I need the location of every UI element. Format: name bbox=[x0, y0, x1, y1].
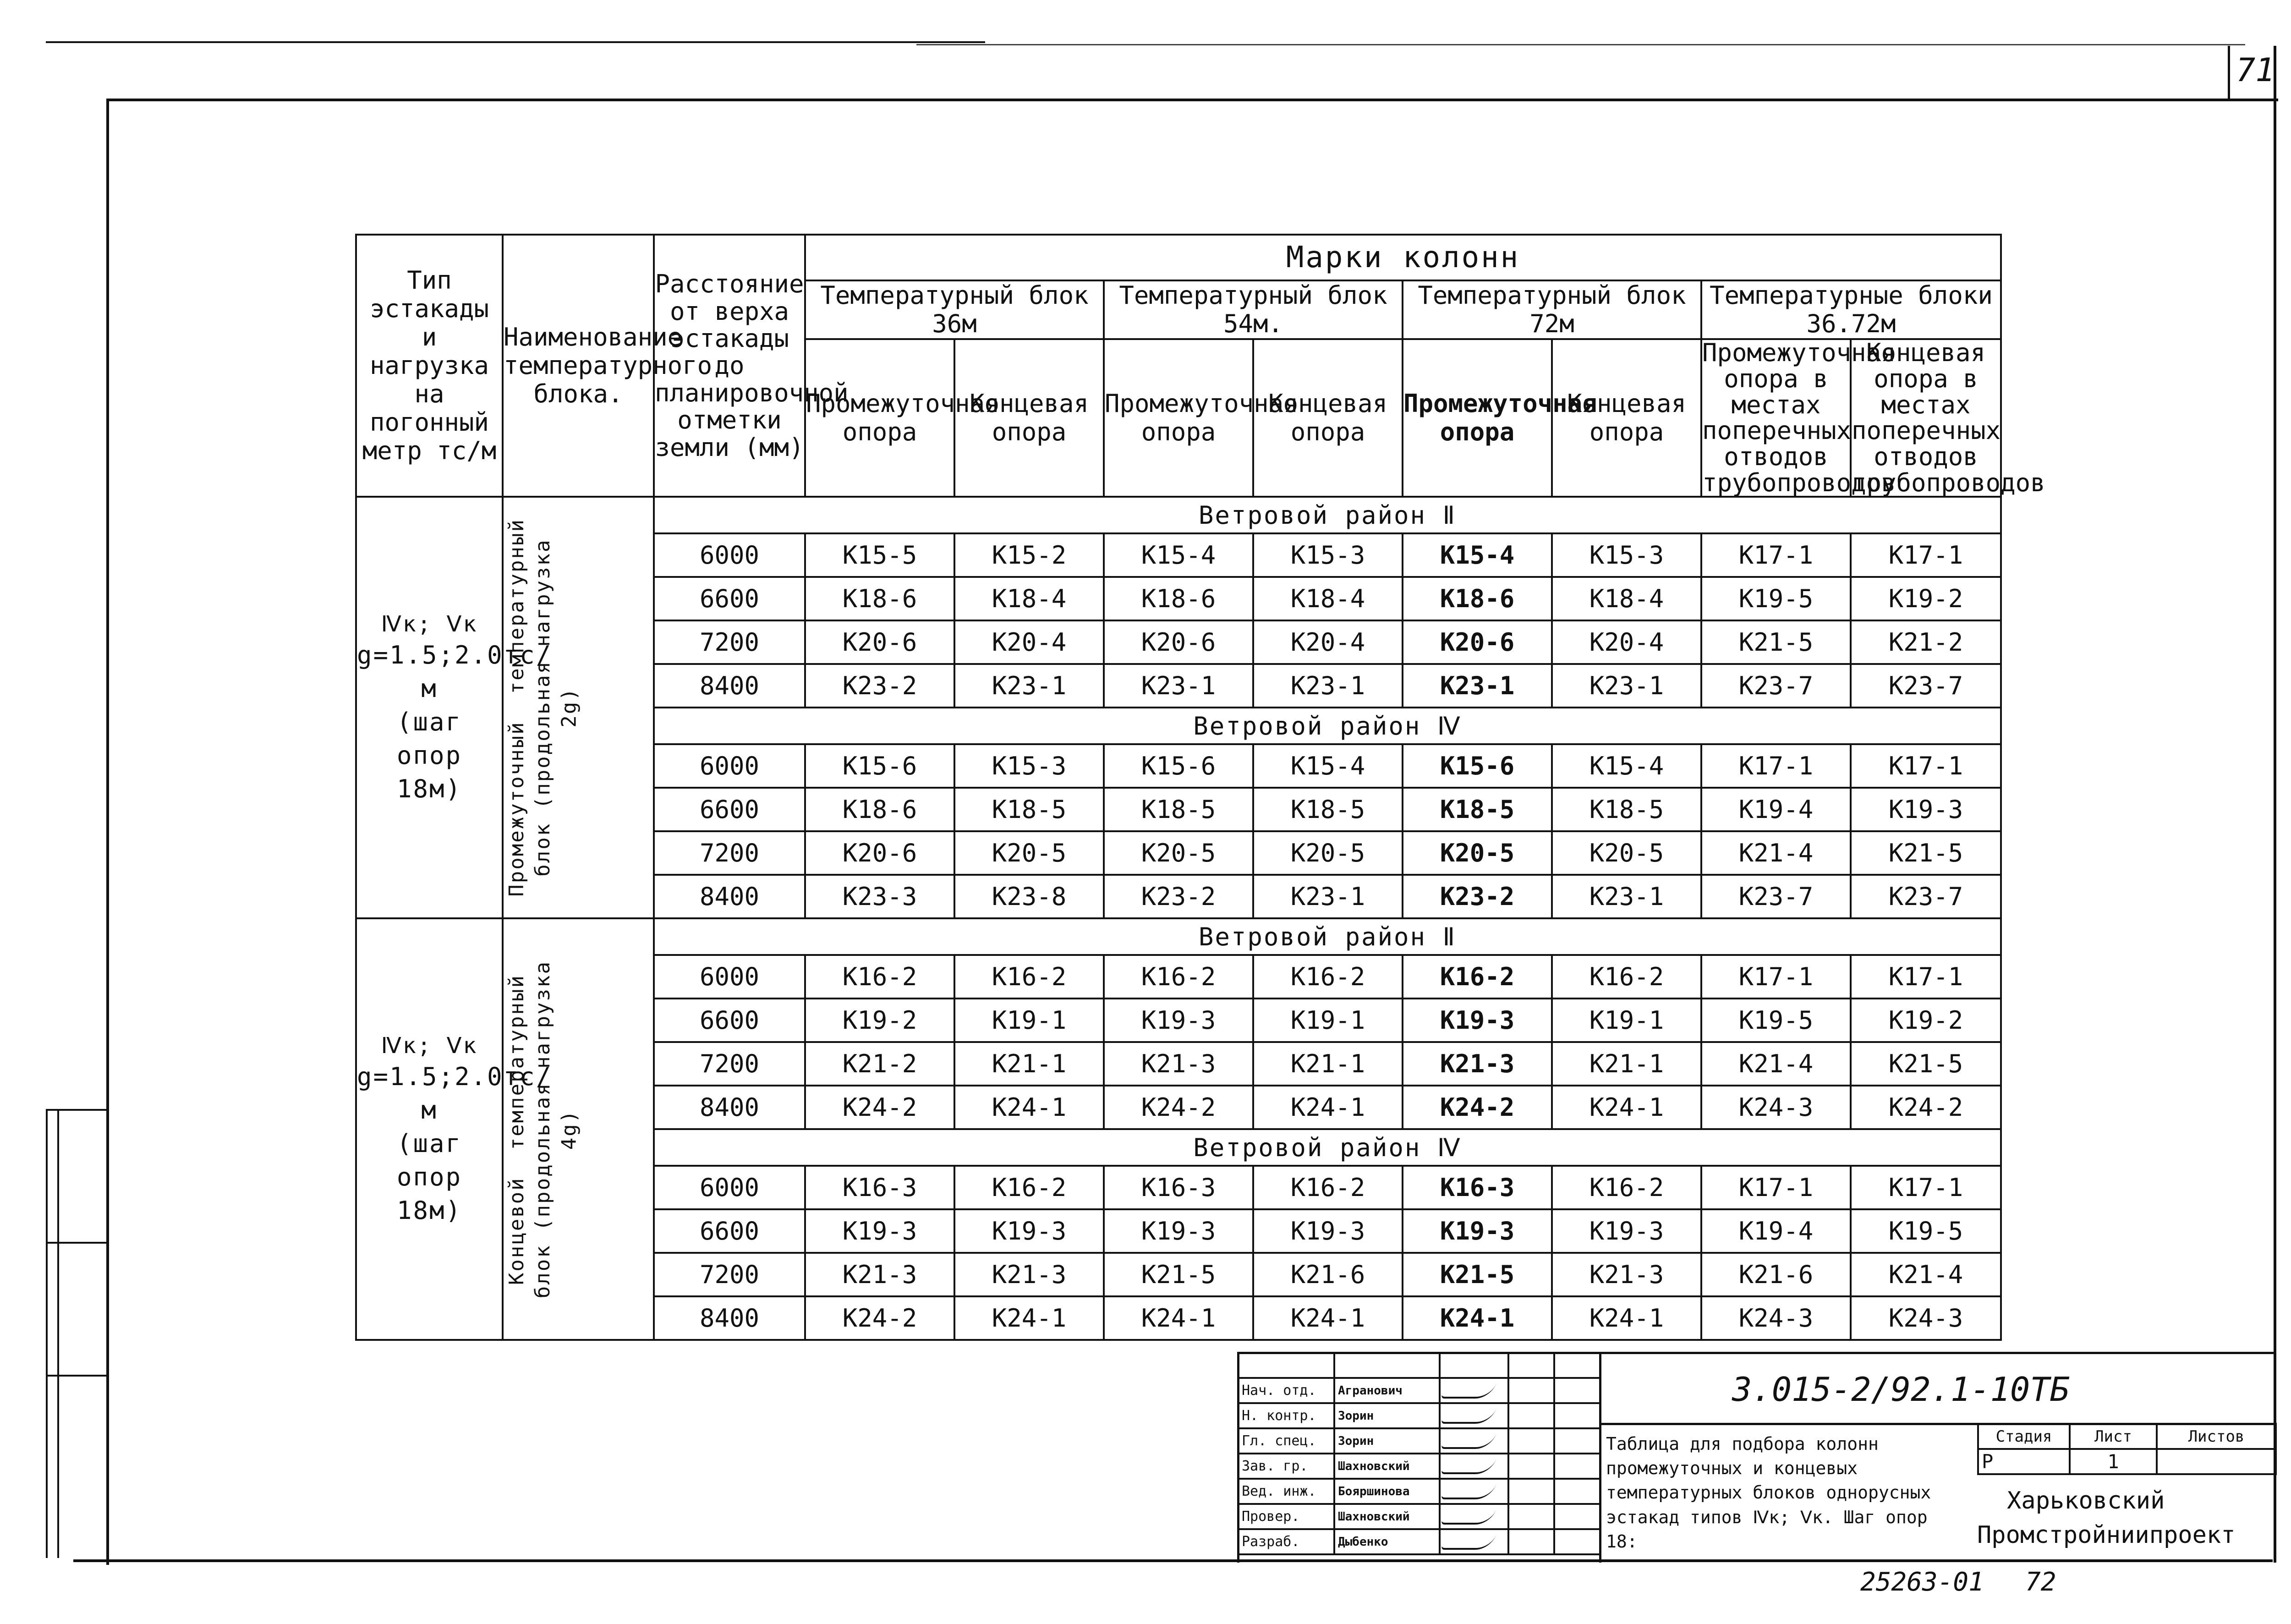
block-name: Промежуточный температурный блок (продольная нагрузка 2g) bbox=[505, 518, 581, 897]
stamp-name: Зорин bbox=[1334, 1403, 1440, 1428]
stamp-row bbox=[1238, 1454, 1600, 1479]
column-mark-cell: К19-5 bbox=[1851, 1209, 2001, 1253]
sheet-label: Лист bbox=[2070, 1424, 2157, 1449]
sheet-value: 1 bbox=[2070, 1449, 2157, 1474]
column-mark-cell: К20-4 bbox=[954, 620, 1104, 664]
signature-scribble bbox=[1441, 1459, 1496, 1474]
column-mark-cell: К18-5 bbox=[954, 788, 1104, 831]
column-mark-cell: К23-1 bbox=[1253, 664, 1403, 708]
page-number: 71 bbox=[2236, 51, 2275, 89]
stamp-role: Разраб. bbox=[1238, 1529, 1334, 1554]
column-mark-cell: К24-1 bbox=[954, 1086, 1104, 1129]
frame-bottom bbox=[73, 1559, 2273, 1562]
signature-cell bbox=[1440, 1479, 1508, 1504]
signature-scribble bbox=[1441, 1534, 1496, 1550]
column-mark-cell: К24-1 bbox=[1403, 1296, 1552, 1340]
block-name: Концевой температурный блок (продольная нагрузка 4g) bbox=[505, 960, 581, 1298]
distance-cell: 7200 bbox=[654, 1253, 805, 1296]
column-mark-cell: К17-1 bbox=[1701, 533, 1851, 577]
signature-cell bbox=[1440, 1403, 1508, 1428]
stage-label: Стадия bbox=[1978, 1424, 2070, 1449]
column-mark-cell: К18-6 bbox=[1403, 577, 1552, 620]
block-name-cell-1 bbox=[503, 918, 654, 1340]
column-mark-cell: К24-2 bbox=[1403, 1086, 1552, 1129]
column-mark-cell: К17-1 bbox=[1701, 744, 1851, 788]
stamp-empty-cell bbox=[1554, 1504, 1600, 1529]
column-mark-cell: К23-7 bbox=[1851, 875, 2001, 918]
column-mark-cell: К19-1 bbox=[954, 999, 1104, 1042]
column-mark-cell: К24-2 bbox=[1104, 1086, 1253, 1129]
next-page-number: 72 bbox=[2025, 1567, 2056, 1597]
column-mark-cell: К20-6 bbox=[1403, 620, 1552, 664]
stamp-name: Зорин bbox=[1334, 1428, 1440, 1454]
column-mark-cell: К18-5 bbox=[1403, 788, 1552, 831]
stage-table bbox=[1977, 1423, 2277, 1475]
type-label: Ⅳк; Ⅴк bbox=[381, 1032, 478, 1059]
column-mark-cell: К21-3 bbox=[954, 1253, 1104, 1296]
load-label: g=1.5;2.0тс/м bbox=[357, 1062, 553, 1125]
block-name-cell-0 bbox=[503, 497, 654, 918]
column-mark-cell: К18-5 bbox=[1552, 788, 1701, 831]
signature-cell bbox=[1440, 1378, 1508, 1403]
distance-cell: 6000 bbox=[654, 1166, 805, 1209]
column-mark-cell: К19-3 bbox=[1403, 999, 1552, 1042]
stamp-name: Шахновский bbox=[1334, 1454, 1440, 1479]
column-mark-cell: К21-1 bbox=[1253, 1042, 1403, 1086]
column-mark-cell: К17-1 bbox=[1851, 744, 2001, 788]
column-mark-cell: К23-1 bbox=[1253, 875, 1403, 918]
side-box-h2 bbox=[46, 1242, 108, 1244]
inventory-number: 25263-01 bbox=[1860, 1567, 1984, 1597]
column-mark-cell: К20-6 bbox=[1104, 620, 1253, 664]
wind-zone-label: Ветровой район Ⅳ bbox=[654, 1129, 2001, 1166]
frame-right bbox=[2274, 46, 2276, 1563]
distance-cell: 6000 bbox=[654, 955, 805, 999]
stamp-date-cell bbox=[1508, 1378, 1554, 1403]
column-mark-cell: К24-2 bbox=[805, 1296, 954, 1340]
column-mark-cell: К19-3 bbox=[1851, 788, 2001, 831]
frame-top bbox=[106, 99, 2278, 101]
stamp-name: Агранович bbox=[1334, 1378, 1440, 1403]
column-mark-cell: К24-1 bbox=[1253, 1296, 1403, 1340]
distance-cell: 6600 bbox=[654, 999, 805, 1042]
stamp-role: Нач. отд. bbox=[1238, 1378, 1334, 1403]
stamp-empty-cell bbox=[1554, 1529, 1600, 1554]
top-line-right bbox=[916, 44, 2245, 45]
column-mark-cell: К24-1 bbox=[1552, 1086, 1701, 1129]
column-mark-cell: К21-2 bbox=[805, 1042, 954, 1086]
column-mark-cell: К15-3 bbox=[1552, 533, 1701, 577]
sheet-title: Таблица для подбора колонн промежуточных и концевых температурных блоков однорусных эстакад типов Ⅳк; Ⅴк. Шаг опор 18: bbox=[1606, 1434, 1931, 1552]
column-mark-cell: К23-1 bbox=[954, 664, 1104, 708]
column-mark-cell: К15-4 bbox=[1552, 744, 1701, 788]
column-mark-cell: К18-6 bbox=[805, 577, 954, 620]
signature-scribble bbox=[1441, 1383, 1496, 1399]
header-intermediate-36: Промежуточная опора bbox=[805, 339, 954, 497]
side-box-h1 bbox=[46, 1109, 108, 1111]
distance-cell: 8400 bbox=[654, 1086, 805, 1129]
header-intermediate-72: Промежуточная опора bbox=[1403, 339, 1552, 497]
column-mark-cell: К21-3 bbox=[1552, 1253, 1701, 1296]
distance-cell: 8400 bbox=[654, 875, 805, 918]
column-mark-cell: К19-3 bbox=[1403, 1209, 1552, 1253]
column-mark-cell: К15-4 bbox=[1403, 533, 1552, 577]
stamp-empty-cell bbox=[1554, 1428, 1600, 1454]
column-mark-cell: К21-4 bbox=[1851, 1253, 2001, 1296]
signature-cell bbox=[1440, 1454, 1508, 1479]
wind-zone-label: Ветровой район Ⅱ bbox=[654, 918, 2001, 955]
page-box-left bbox=[2228, 46, 2230, 101]
header-intermediate-54: Промежуточная опора bbox=[1104, 339, 1253, 497]
column-mark-cell: К15-6 bbox=[805, 744, 954, 788]
column-mark-cell: К23-2 bbox=[805, 664, 954, 708]
column-mark-cell: К24-1 bbox=[1104, 1296, 1253, 1340]
frame-left bbox=[106, 99, 109, 1565]
column-mark-cell: К16-2 bbox=[1552, 1166, 1701, 1209]
header-block-72: Температурный блок 72м bbox=[1403, 280, 1701, 339]
column-mark-cell: К19-1 bbox=[1552, 999, 1701, 1042]
header-end-branch: Концевая опора в местах поперечных отводов трубопроводов bbox=[1852, 338, 2045, 497]
column-mark-cell: К24-1 bbox=[1552, 1296, 1701, 1340]
column-mark-cell: К19-4 bbox=[1701, 788, 1851, 831]
column-mark-cell: К24-2 bbox=[1851, 1086, 2001, 1129]
signature-scribble bbox=[1441, 1433, 1496, 1449]
header-end-54: Концевая опора bbox=[1253, 339, 1403, 497]
column-mark-cell: К24-3 bbox=[1701, 1086, 1851, 1129]
stamp-empty-cell bbox=[1554, 1479, 1600, 1504]
step-label: (шаг опор 18м) bbox=[396, 708, 462, 804]
distance-cell: 7200 bbox=[654, 1042, 805, 1086]
column-mark-cell: К24-2 bbox=[805, 1086, 954, 1129]
column-mark-cell: К19-5 bbox=[1701, 999, 1851, 1042]
top-line-left bbox=[46, 41, 985, 43]
column-mark-cell: К19-4 bbox=[1701, 1209, 1851, 1253]
header-block-name: Наименование температурного блока. bbox=[503, 235, 654, 497]
stamp-date-cell bbox=[1508, 1479, 1554, 1504]
column-mark-cell: К17-1 bbox=[1851, 1166, 2001, 1209]
column-mark-cell: К20-4 bbox=[1253, 620, 1403, 664]
stamp-row bbox=[1238, 1378, 1600, 1403]
header-marks: Марки колонн bbox=[805, 235, 2001, 280]
stamp-row bbox=[1238, 1529, 1600, 1554]
header-distance: Расстояние от верха эстакады до планировочной отметки земли (мм) bbox=[654, 235, 805, 497]
column-mark-cell: К24-1 bbox=[954, 1296, 1104, 1340]
column-mark-cell: К20-6 bbox=[805, 620, 954, 664]
side-box-v1 bbox=[46, 1109, 48, 1558]
column-mark-cell: К24-1 bbox=[1253, 1086, 1403, 1129]
step-label: (шаг опор 18м) bbox=[396, 1129, 462, 1225]
column-mark-cell: К17-1 bbox=[1851, 533, 2001, 577]
column-mark-cell: К23-8 bbox=[954, 875, 1104, 918]
column-mark-cell: К23-7 bbox=[1701, 875, 1851, 918]
column-mark-cell: К23-1 bbox=[1552, 875, 1701, 918]
column-mark-cell: К15-2 bbox=[954, 533, 1104, 577]
stamp-name: Дыбенко bbox=[1334, 1529, 1440, 1554]
column-mark-cell: К24-3 bbox=[1701, 1296, 1851, 1340]
stamp-name: Бояршинова bbox=[1334, 1479, 1440, 1504]
column-mark-cell: К19-5 bbox=[1701, 577, 1851, 620]
distance-cell: 8400 bbox=[654, 1296, 805, 1340]
column-mark-cell: К20-5 bbox=[954, 831, 1104, 875]
column-mark-cell: К20-4 bbox=[1552, 620, 1701, 664]
column-mark-cell: К24-3 bbox=[1851, 1296, 2001, 1340]
stamp-role: Провер. bbox=[1238, 1504, 1334, 1529]
column-mark-cell: К17-1 bbox=[1701, 1166, 1851, 1209]
stamp-row bbox=[1238, 1504, 1600, 1529]
column-mark-cell: К18-6 bbox=[805, 788, 954, 831]
column-mark-cell: К15-4 bbox=[1104, 533, 1253, 577]
column-selection-table bbox=[355, 234, 2045, 1341]
side-box-h3 bbox=[46, 1375, 108, 1377]
column-mark-cell: К18-4 bbox=[1552, 577, 1701, 620]
stamp-divider-v bbox=[1599, 1352, 1601, 1563]
wind-zone-label: Ветровой район Ⅳ bbox=[654, 708, 2001, 744]
column-mark-cell: К15-4 bbox=[1253, 744, 1403, 788]
stamp-row bbox=[1238, 1428, 1600, 1454]
column-mark-cell: К16-3 bbox=[1104, 1166, 1253, 1209]
column-mark-cell: К21-3 bbox=[1403, 1042, 1552, 1086]
distance-cell: 7200 bbox=[654, 831, 805, 875]
column-mark-cell: К19-3 bbox=[1253, 1209, 1403, 1253]
column-mark-cell: К23-1 bbox=[1403, 664, 1552, 708]
column-mark-cell: К19-3 bbox=[1552, 1209, 1701, 1253]
side-box-v2 bbox=[57, 1109, 59, 1558]
column-mark-cell: К16-2 bbox=[1104, 955, 1253, 999]
column-mark-cell: К15-3 bbox=[954, 744, 1104, 788]
stage-value: Р bbox=[1978, 1449, 2070, 1474]
column-mark-cell: К23-7 bbox=[1701, 664, 1851, 708]
column-mark-cell: К18-6 bbox=[1104, 577, 1253, 620]
signature-scribble bbox=[1441, 1408, 1496, 1424]
column-mark-cell: К21-5 bbox=[1104, 1253, 1253, 1296]
column-mark-cell: К16-2 bbox=[954, 955, 1104, 999]
column-mark-cell: К20-5 bbox=[1253, 831, 1403, 875]
header-end-36: Концевая опора bbox=[954, 339, 1104, 497]
column-mark-cell: К20-5 bbox=[1552, 831, 1701, 875]
org-name-2: Промстройниипроект bbox=[1977, 1521, 2236, 1549]
column-mark-cell: К16-2 bbox=[1253, 955, 1403, 999]
column-mark-cell: К15-6 bbox=[1104, 744, 1253, 788]
stamp-row bbox=[1238, 1479, 1600, 1504]
column-mark-cell: К18-4 bbox=[1253, 577, 1403, 620]
column-mark-cell: К15-6 bbox=[1403, 744, 1552, 788]
column-mark-cell: К19-3 bbox=[1104, 999, 1253, 1042]
column-mark-cell: К15-5 bbox=[805, 533, 954, 577]
header-type: Тип эстакады и нагрузка на погонный метр тс/м bbox=[356, 235, 503, 497]
distance-cell: 6000 bbox=[654, 744, 805, 788]
column-mark-cell: К23-2 bbox=[1403, 875, 1552, 918]
column-mark-cell: К16-3 bbox=[805, 1166, 954, 1209]
column-mark-cell: К19-2 bbox=[1851, 577, 2001, 620]
column-mark-cell: К19-3 bbox=[954, 1209, 1104, 1253]
column-mark-cell: К21-5 bbox=[1851, 1042, 2001, 1086]
column-mark-cell: К21-4 bbox=[1701, 1042, 1851, 1086]
stamp-role: Вед. инж. bbox=[1238, 1479, 1334, 1504]
document-code: 3.015-2/92.1-10ТБ bbox=[1732, 1370, 2070, 1409]
column-mark-cell: К18-5 bbox=[1104, 788, 1253, 831]
column-mark-cell: К21-5 bbox=[1403, 1253, 1552, 1296]
column-mark-cell: К19-3 bbox=[1104, 1209, 1253, 1253]
column-mark-cell: К21-3 bbox=[805, 1253, 954, 1296]
column-mark-cell: К20-5 bbox=[1403, 831, 1552, 875]
stamp-role: Гл. спец. bbox=[1238, 1428, 1334, 1454]
distance-cell: 7200 bbox=[654, 620, 805, 664]
header-block-36: Температурный блок 36м bbox=[805, 280, 1104, 339]
stamp-date-cell bbox=[1508, 1403, 1554, 1428]
column-mark-cell: К21-4 bbox=[1701, 831, 1851, 875]
column-mark-cell: К21-6 bbox=[1253, 1253, 1403, 1296]
column-mark-cell: К19-3 bbox=[805, 1209, 954, 1253]
column-mark-cell: К21-5 bbox=[1701, 620, 1851, 664]
sheets-value bbox=[2157, 1449, 2276, 1474]
signature-cell bbox=[1440, 1504, 1508, 1529]
header-intermediate-branch: Промежуточная опора в местах поперечных отводов трубопроводов bbox=[1702, 338, 1896, 497]
signature-cell bbox=[1440, 1428, 1508, 1454]
distance-cell: 6000 bbox=[654, 533, 805, 577]
load-label: g=1.5;2.0тс/м bbox=[357, 641, 553, 703]
column-mark-cell: К21-1 bbox=[954, 1042, 1104, 1086]
column-mark-cell: К16-2 bbox=[1253, 1166, 1403, 1209]
header-block-36-72: Температурные блоки 36.72м bbox=[1701, 280, 2001, 339]
distance-cell: 6600 bbox=[654, 577, 805, 620]
stamp-role: Зав. гр. bbox=[1238, 1454, 1334, 1479]
distance-cell: 6600 bbox=[654, 788, 805, 831]
column-mark-cell: К16-3 bbox=[1403, 1166, 1552, 1209]
column-mark-cell: К17-1 bbox=[1851, 955, 2001, 999]
stamp-empty-cell bbox=[1554, 1454, 1600, 1479]
column-mark-cell: К19-2 bbox=[805, 999, 954, 1042]
header-block-54: Температурный блок 54м. bbox=[1104, 280, 1403, 339]
column-mark-cell: К16-2 bbox=[805, 955, 954, 999]
stamp-empty-cell bbox=[1554, 1378, 1600, 1403]
column-mark-cell: К17-1 bbox=[1701, 955, 1851, 999]
column-mark-cell: К16-2 bbox=[1403, 955, 1552, 999]
org-name-1: Харьковский bbox=[2007, 1487, 2165, 1514]
column-mark-cell: К23-1 bbox=[1104, 664, 1253, 708]
column-mark-cell: К18-5 bbox=[1253, 788, 1403, 831]
column-mark-cell: К20-5 bbox=[1104, 831, 1253, 875]
column-mark-cell: К16-2 bbox=[954, 1166, 1104, 1209]
column-mark-cell: К19-2 bbox=[1851, 999, 2001, 1042]
column-mark-cell: К23-3 bbox=[805, 875, 954, 918]
header-end-72: Концевая опора bbox=[1552, 339, 1701, 497]
stamp-role: Н. контр. bbox=[1238, 1403, 1334, 1428]
column-mark-cell: К21-2 bbox=[1851, 620, 2001, 664]
stamp-name: Шахновский bbox=[1334, 1504, 1440, 1529]
stamp-date-cell bbox=[1508, 1454, 1554, 1479]
column-mark-cell: К20-6 bbox=[805, 831, 954, 875]
column-mark-cell: К21-3 bbox=[1104, 1042, 1253, 1086]
stamp-date-cell bbox=[1508, 1529, 1554, 1554]
sheets-label: Листов bbox=[2157, 1424, 2276, 1449]
column-mark-cell: К15-3 bbox=[1253, 533, 1403, 577]
stamp-row bbox=[1238, 1403, 1600, 1428]
column-mark-cell: К21-1 bbox=[1552, 1042, 1701, 1086]
distance-cell: 8400 bbox=[654, 664, 805, 708]
distance-cell: 6600 bbox=[654, 1209, 805, 1253]
type-label: Ⅳк; Ⅴк bbox=[381, 611, 478, 637]
stamp-date-cell bbox=[1508, 1428, 1554, 1454]
column-mark-cell: К19-1 bbox=[1253, 999, 1403, 1042]
signature-cell bbox=[1440, 1529, 1508, 1554]
signature-scribble bbox=[1441, 1509, 1496, 1525]
stamp-date-cell bbox=[1508, 1504, 1554, 1529]
stamp-empty-cell bbox=[1554, 1403, 1600, 1428]
column-mark-cell: К16-2 bbox=[1552, 955, 1701, 999]
column-mark-cell: К21-5 bbox=[1851, 831, 2001, 875]
signature-scribble bbox=[1441, 1484, 1496, 1499]
column-mark-cell: К23-7 bbox=[1851, 664, 2001, 708]
column-mark-cell: К23-1 bbox=[1552, 664, 1701, 708]
wind-zone-label: Ветровой район Ⅱ bbox=[654, 497, 2001, 533]
column-mark-cell: К21-6 bbox=[1701, 1253, 1851, 1296]
column-mark-cell: К18-4 bbox=[954, 577, 1104, 620]
column-mark-cell: К23-2 bbox=[1104, 875, 1253, 918]
stamp-signatures bbox=[1237, 1352, 1601, 1555]
